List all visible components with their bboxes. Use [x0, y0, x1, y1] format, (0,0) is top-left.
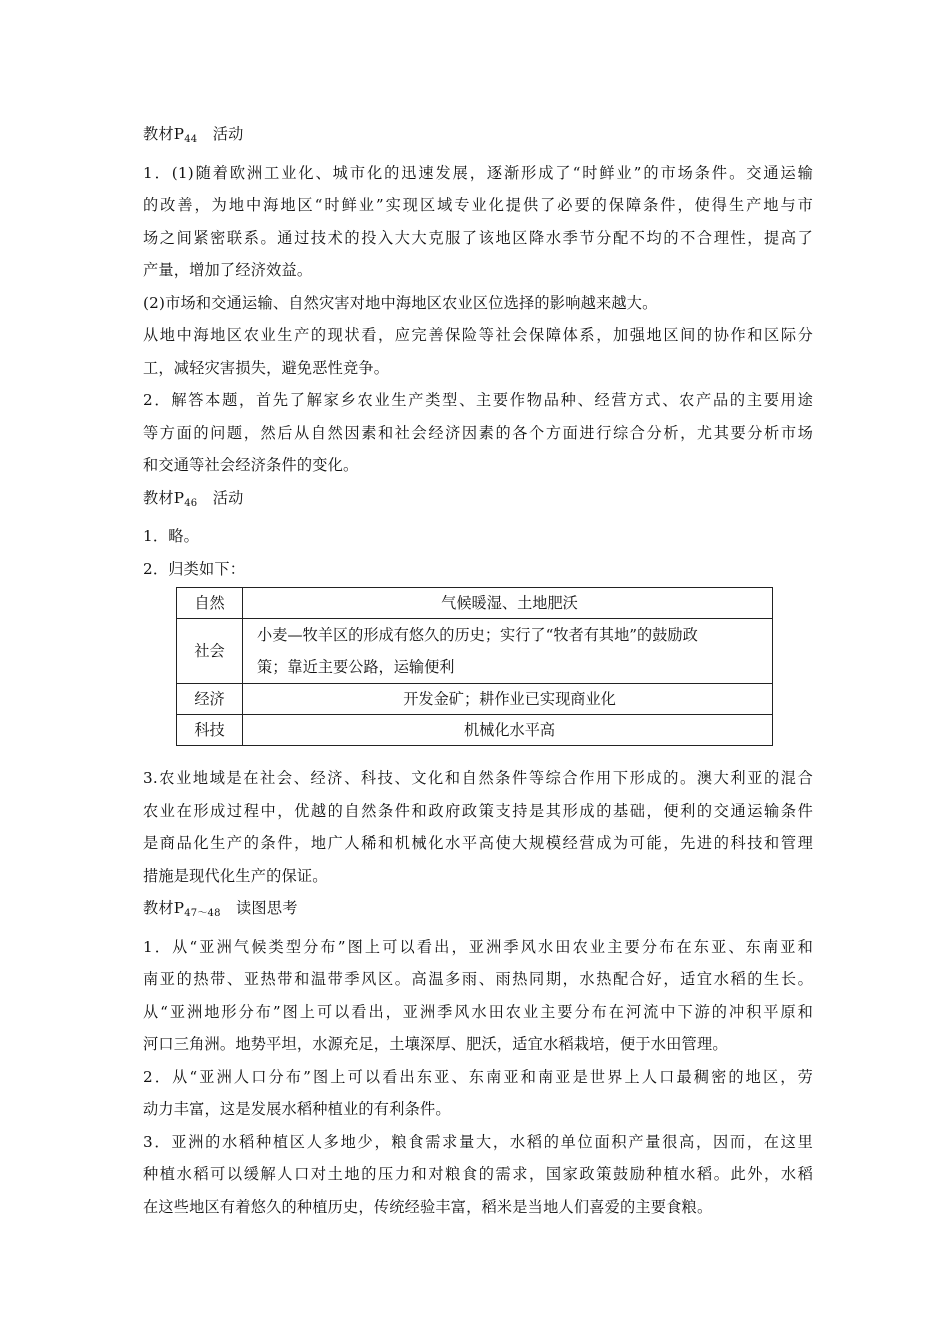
paragraph-line: (2)市场和交通运输、自然灾害对地中海地区农业区位选择的影响越来越大。: [143, 293, 658, 312]
paragraph-line: 1．从“亚洲气候类型分布”图上可以看出，亚洲季风水田农业主要分布在东亚、东南亚和: [143, 937, 813, 956]
document-body: [143, 118, 813, 1223]
section-heading: 教材$P_{47\sim 48}$ 读图思考: [143, 899, 298, 919]
paragraph-line: 从地中海地区农业生产的现状看，应完善保险等社会保障体系，加强地区间的协作和区际分: [143, 326, 813, 344]
classification-table: [176, 587, 773, 746]
paragraph-line: 3.农业地域是在社会、经济、科技、文化和自然条件等综合作用下形成的。澳大利亚的混合: [143, 769, 813, 787]
paragraph-line: 的改善，为地中海地区“时鲜业”实现区域专业化提供了必要的保障条件，使得生产地与市: [143, 196, 813, 214]
paragraph-line: 2．归类如下：: [143, 559, 246, 578]
table-key-cell: 经济: [177, 684, 243, 715]
table-value-cell: 机械化水平高: [243, 715, 773, 746]
paragraph-line: 在这些地区有着悠久的种植历史，传统经验丰富，稻米是当地人们喜爱的主要食粮。: [143, 1197, 713, 1216]
paragraph-line: 2．解答本题，首先了解家乡农业生产类型、主要作物品种、经营方式、农产品的主要用途: [143, 391, 813, 409]
paragraph-line: 种植水稻可以缓解人口对土地的压力和对粮食的需求，国家政策鼓励种植水稻。此外，水稻: [143, 1165, 813, 1183]
paragraph-line: 是商品化生产的条件，地广人稀和机械化水平高使大规模经营成为可能，先进的科技和管理: [143, 834, 813, 852]
table-key-cell: 社会: [177, 619, 243, 684]
paragraph-line: 3．亚洲的水稻种植区人多地少，粮食需求量大，水稻的单位面积产量很高，因而，在这里: [143, 1132, 813, 1151]
table-row: [177, 684, 773, 715]
paragraph-line: 和交通等社会经济条件的变化。: [143, 456, 359, 474]
paragraph-line: 河口三角洲。地势平坦，水源充足，土壤深厚、肥沃，适宜水稻栽培，便于水田管理。: [143, 1035, 728, 1053]
table-row: [177, 588, 773, 619]
table-cell-line: 小麦—牧羊区的形成有悠久的历史；实行了“牧者有其地”的鼓励政: [257, 626, 698, 644]
paragraph-line: 场之间紧密联系。通过技术的投入大大克服了该地区降水季节分配不均的不合理性，提高了: [143, 228, 813, 247]
paragraph-line: 措施是现代化生产的保证。: [143, 866, 328, 885]
section-heading: 教材$P_{44}$ 活动: [143, 125, 244, 145]
paragraph-line: 工，减轻灾害损失，避免恶性竞争。: [143, 358, 390, 377]
paragraph-line: 1．(1)随着欧洲工业化、城市化的迅速发展，逐渐形成了“时鲜业”的市场条件。交通运输: [143, 163, 813, 182]
paragraph-line: 从“亚洲地形分布”图上可以看出，亚洲季风水田农业主要分布在河流中下游的冲积平原和: [143, 1002, 813, 1021]
paragraph-line: 1．略。: [143, 527, 200, 545]
table-value-cell: 气候暖湿、土地肥沃: [243, 588, 773, 619]
section-heading: 教材$P_{46}$ 活动: [143, 488, 244, 509]
paragraph-line: 2．从“亚洲人口分布”图上可以看出东亚、东南亚和南亚是世界上人口最稠密的地区，劳: [143, 1067, 813, 1086]
paragraph-line: 产量，增加了经济效益。: [143, 261, 313, 279]
table-cell-line: 策；靠近主要公路，运输便利: [257, 658, 455, 676]
paragraph-line: 农业在形成过程中，优越的自然条件和政府政策支持是其形成的基础，便利的交通运输条件: [143, 801, 813, 820]
table-key-cell: 科技: [177, 715, 243, 746]
table-value-cell: 开发金矿；耕作业已实现商业化: [243, 684, 773, 715]
paragraph-line: 动力丰富，这是发展水稻种植业的有利条件。: [143, 1100, 451, 1118]
table-value-cell: [243, 619, 773, 684]
table-row: [177, 715, 773, 746]
table-key-cell: 自然: [177, 588, 243, 619]
paragraph-line: 南亚的热带、亚热带和温带季风区。高温多雨、雨热同期，水热配合好，适宜水稻的生长。: [143, 970, 813, 988]
paragraph-line: 等方面的问题，然后从自然因素和社会经济因素的各个方面进行综合分析，尤其要分析市场: [143, 423, 813, 442]
table-row: [177, 619, 773, 684]
